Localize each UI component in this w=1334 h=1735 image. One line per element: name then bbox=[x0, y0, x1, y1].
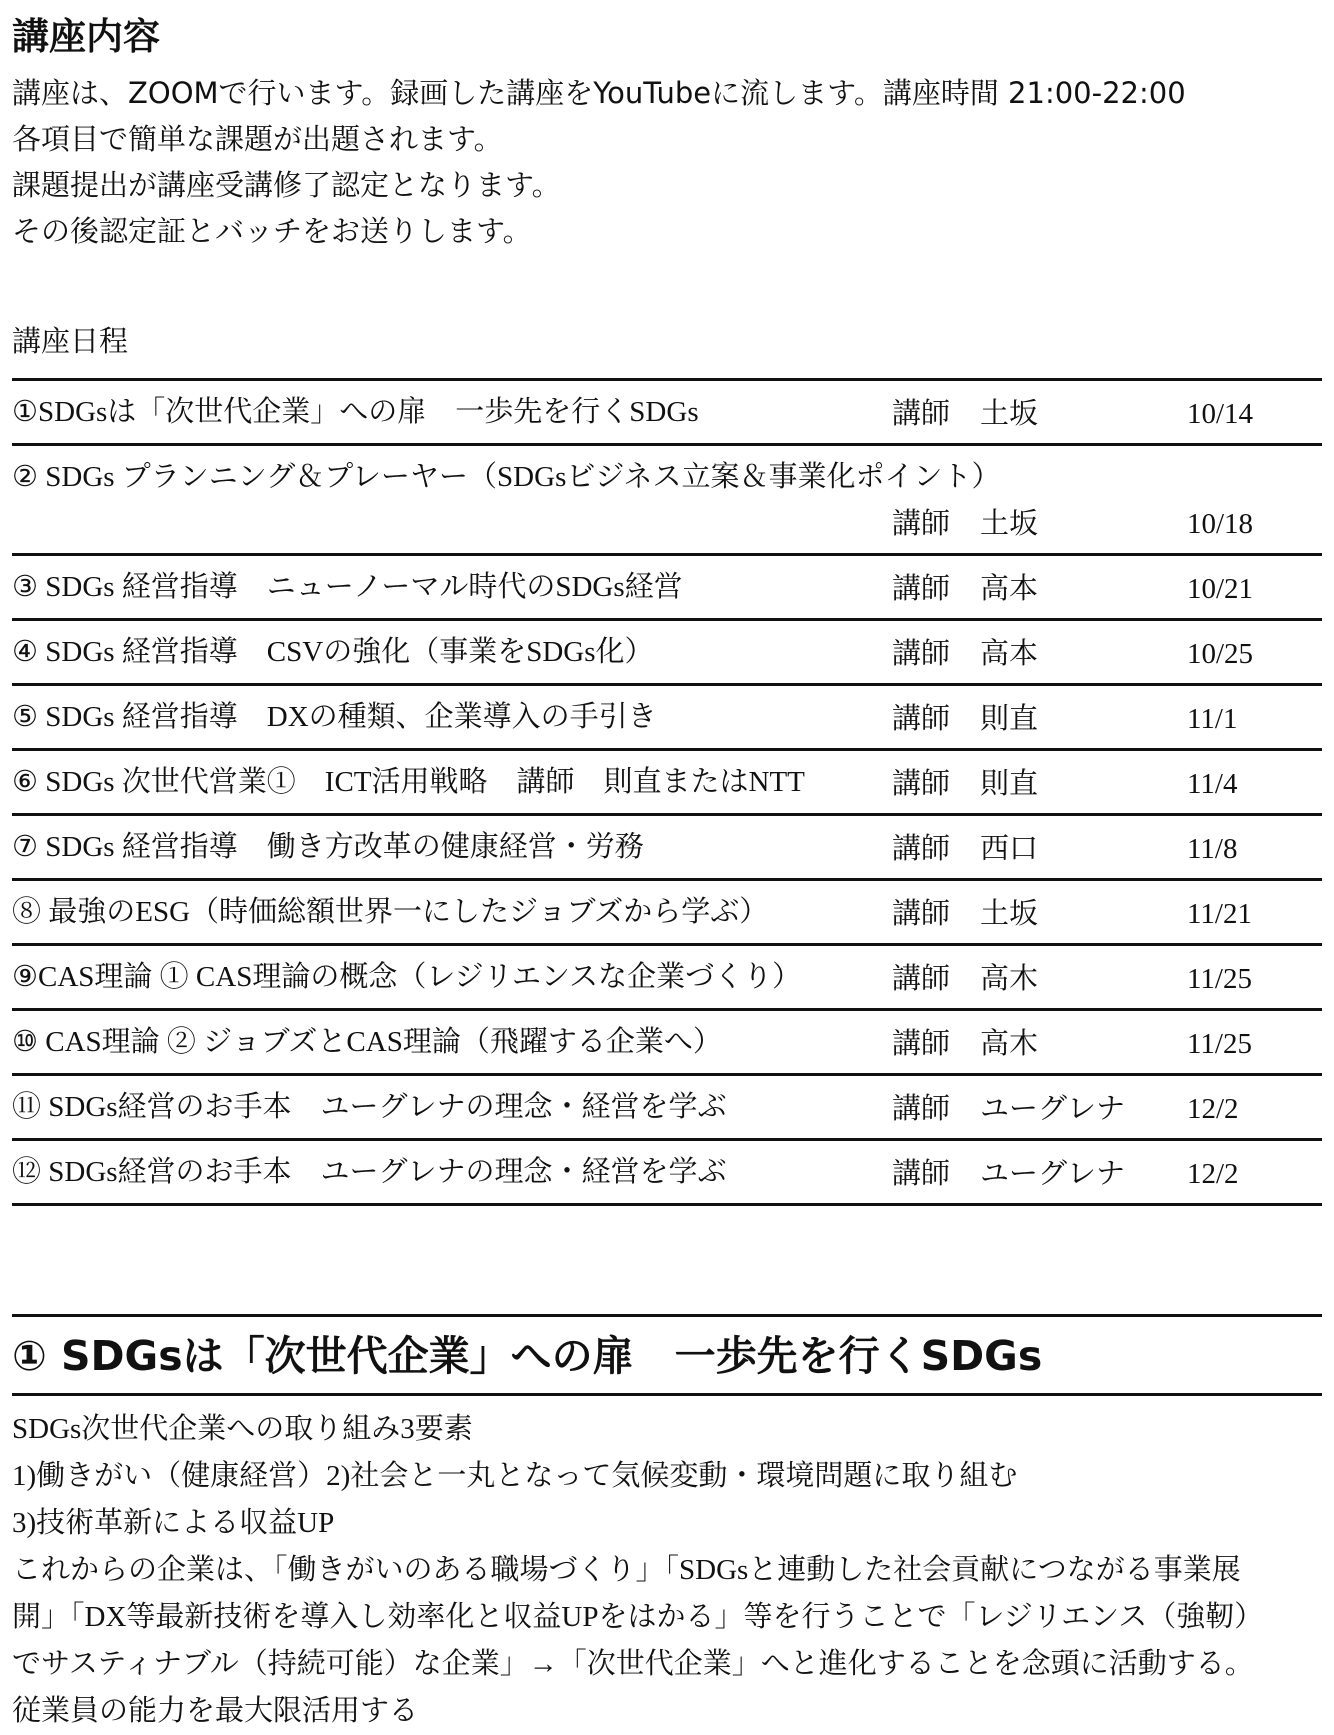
schedule-row bbox=[12, 751, 1322, 816]
schedule-row bbox=[12, 881, 1322, 946]
row-teacher: 高木 bbox=[980, 963, 1039, 995]
row-date: 11/21 bbox=[1187, 898, 1252, 930]
row-teacher-label: 講師 bbox=[892, 1158, 951, 1190]
row-date: 11/25 bbox=[1187, 963, 1252, 995]
row-teacher: 高本 bbox=[980, 638, 1039, 670]
row-teacher-label: 講師 bbox=[892, 1093, 951, 1125]
row-teacher: 土坂 bbox=[980, 508, 1039, 540]
intro-line: 講座は、ZOOMで行います。録画した講座をYouTubeに流します。講座時間 21:00-22:00 bbox=[12, 76, 1186, 110]
row-date: 10/18 bbox=[1187, 508, 1254, 540]
row-topic: ⑪ SDGs経営のお手本 ユーグレナの理念・経営を学ぶ bbox=[12, 1091, 727, 1123]
schedule-row bbox=[12, 381, 1322, 446]
intro-line: 各項目で簡単な課題が出題されます。 bbox=[12, 122, 503, 156]
section-title: ① SDGsは「次世代企業」への扉 一歩先を行くSDGs bbox=[12, 1332, 1043, 1380]
row-date: 12/2 bbox=[1187, 1158, 1239, 1190]
row-topic: ④ SDGs 経営指導 CSVの強化（事業をSDGs化） bbox=[12, 636, 654, 668]
row-teacher-label: 講師 bbox=[892, 833, 951, 865]
schedule-row bbox=[12, 446, 1322, 556]
schedule-row bbox=[12, 946, 1322, 1011]
row-teacher-label: 講師 bbox=[892, 1028, 951, 1060]
row-teacher: ユーグレナ bbox=[980, 1158, 1126, 1190]
row-teacher: 高本 bbox=[980, 573, 1039, 605]
body-line: 3)技術革新による収益UP bbox=[12, 1507, 335, 1539]
body-line: SDGs次世代企業への取り組み3要素 bbox=[12, 1413, 473, 1445]
row-teacher-label: 講師 bbox=[892, 638, 951, 670]
schedule-row bbox=[12, 556, 1322, 621]
body-line: でサスティナブル（持続可能）な企業」→「次世代企業」へと進化することを念頭に活動する。 bbox=[12, 1648, 1254, 1680]
row-date: 11/8 bbox=[1187, 833, 1238, 865]
row-topic: ⑩ CAS理論 ② ジョブズとCAS理論（飛躍する企業へ） bbox=[12, 1026, 722, 1058]
row-topic: ⑥ SDGs 次世代営業① ICT活用戦略 講師 則直またはNTT bbox=[12, 766, 805, 798]
row-teacher: ユーグレナ bbox=[980, 1093, 1126, 1125]
row-teacher-label: 講師 bbox=[892, 703, 951, 735]
section-body bbox=[12, 1406, 1322, 1735]
schedule-row bbox=[12, 686, 1322, 751]
row-topic: ⑦ SDGs 経営指導 働き方改革の健康経営・労務 bbox=[12, 831, 644, 863]
row-topic: ⑫ SDGs経営のお手本 ユーグレナの理念・経営を学ぶ bbox=[12, 1156, 727, 1188]
section-bottom-divider bbox=[12, 1393, 1322, 1396]
schedule-row bbox=[12, 1076, 1322, 1141]
body-line: 従業員の能力を最大限活用する bbox=[12, 1695, 419, 1727]
row-topic: ①SDGsは「次世代企業」への扉 一歩先を行くSDGs bbox=[12, 396, 699, 428]
row-teacher-label: 講師 bbox=[892, 963, 951, 995]
row-date: 10/14 bbox=[1187, 398, 1254, 430]
row-teacher: 土坂 bbox=[980, 398, 1039, 430]
schedule-row bbox=[12, 1141, 1322, 1206]
page-title: 講座内容 bbox=[12, 15, 160, 58]
row-topic: ③ SDGs 経営指導 ニューノーマル時代のSDGs経営 bbox=[12, 571, 683, 603]
row-teacher-label: 講師 bbox=[892, 398, 951, 430]
schedule-table bbox=[12, 378, 1322, 1206]
row-date: 11/1 bbox=[1187, 703, 1238, 735]
row-topic: ⑨CAS理論 ① CAS理論の概念（レジリエンスな企業づくり） bbox=[12, 961, 802, 993]
intro-block bbox=[12, 70, 1322, 254]
row-teacher-label: 講師 bbox=[892, 573, 951, 605]
row-teacher: 則直 bbox=[980, 703, 1039, 735]
schedule-row bbox=[12, 816, 1322, 881]
row-date: 11/25 bbox=[1187, 1028, 1252, 1060]
row-teacher: 則直 bbox=[980, 768, 1039, 800]
row-teacher-label: 講師 bbox=[892, 898, 951, 930]
row-teacher-label: 講師 bbox=[892, 768, 951, 800]
body-line: これからの企業は、「働きがいのある職場づくり」「SDGsと連動した社会貢献につながる事業展 bbox=[12, 1554, 1241, 1586]
row-teacher: 土坂 bbox=[980, 898, 1039, 930]
row-date: 10/25 bbox=[1187, 638, 1254, 670]
schedule-row bbox=[12, 1011, 1322, 1076]
row-topic: ⑧ 最強のESG（時価総額世界一にしたジョブズから学ぶ） bbox=[12, 896, 769, 928]
intro-line: 課題提出が講座受講修了認定となります。 bbox=[12, 168, 561, 202]
row-teacher: 西口 bbox=[980, 833, 1039, 865]
intro-line: その後認定証とバッチをお送りします。 bbox=[12, 214, 532, 248]
row-topic: ⑤ SDGs 経営指導 DXの種類、企業導入の手引き bbox=[12, 701, 657, 733]
schedule-label: 講座日程 bbox=[12, 324, 129, 358]
row-date: 12/2 bbox=[1187, 1093, 1239, 1125]
row-teacher-label: 講師 bbox=[892, 508, 951, 540]
body-line: 開」「DX等最新技術を導入し効率化と収益UPをはかる」等を行うことで「レジリエンス（強靭） bbox=[12, 1601, 1264, 1633]
schedule-row bbox=[12, 621, 1322, 686]
row-teacher: 高木 bbox=[980, 1028, 1039, 1060]
row-date: 11/4 bbox=[1187, 768, 1238, 800]
row-date: 10/21 bbox=[1187, 573, 1254, 605]
row-topic: ② SDGs プランニング＆プレーヤー（SDGsビジネス立案＆事業化ポイント） bbox=[12, 461, 1001, 493]
body-line: 1)働きがい（健康経営）2)社会と一丸となって気候変動・環境問題に取り組む bbox=[12, 1460, 1018, 1492]
